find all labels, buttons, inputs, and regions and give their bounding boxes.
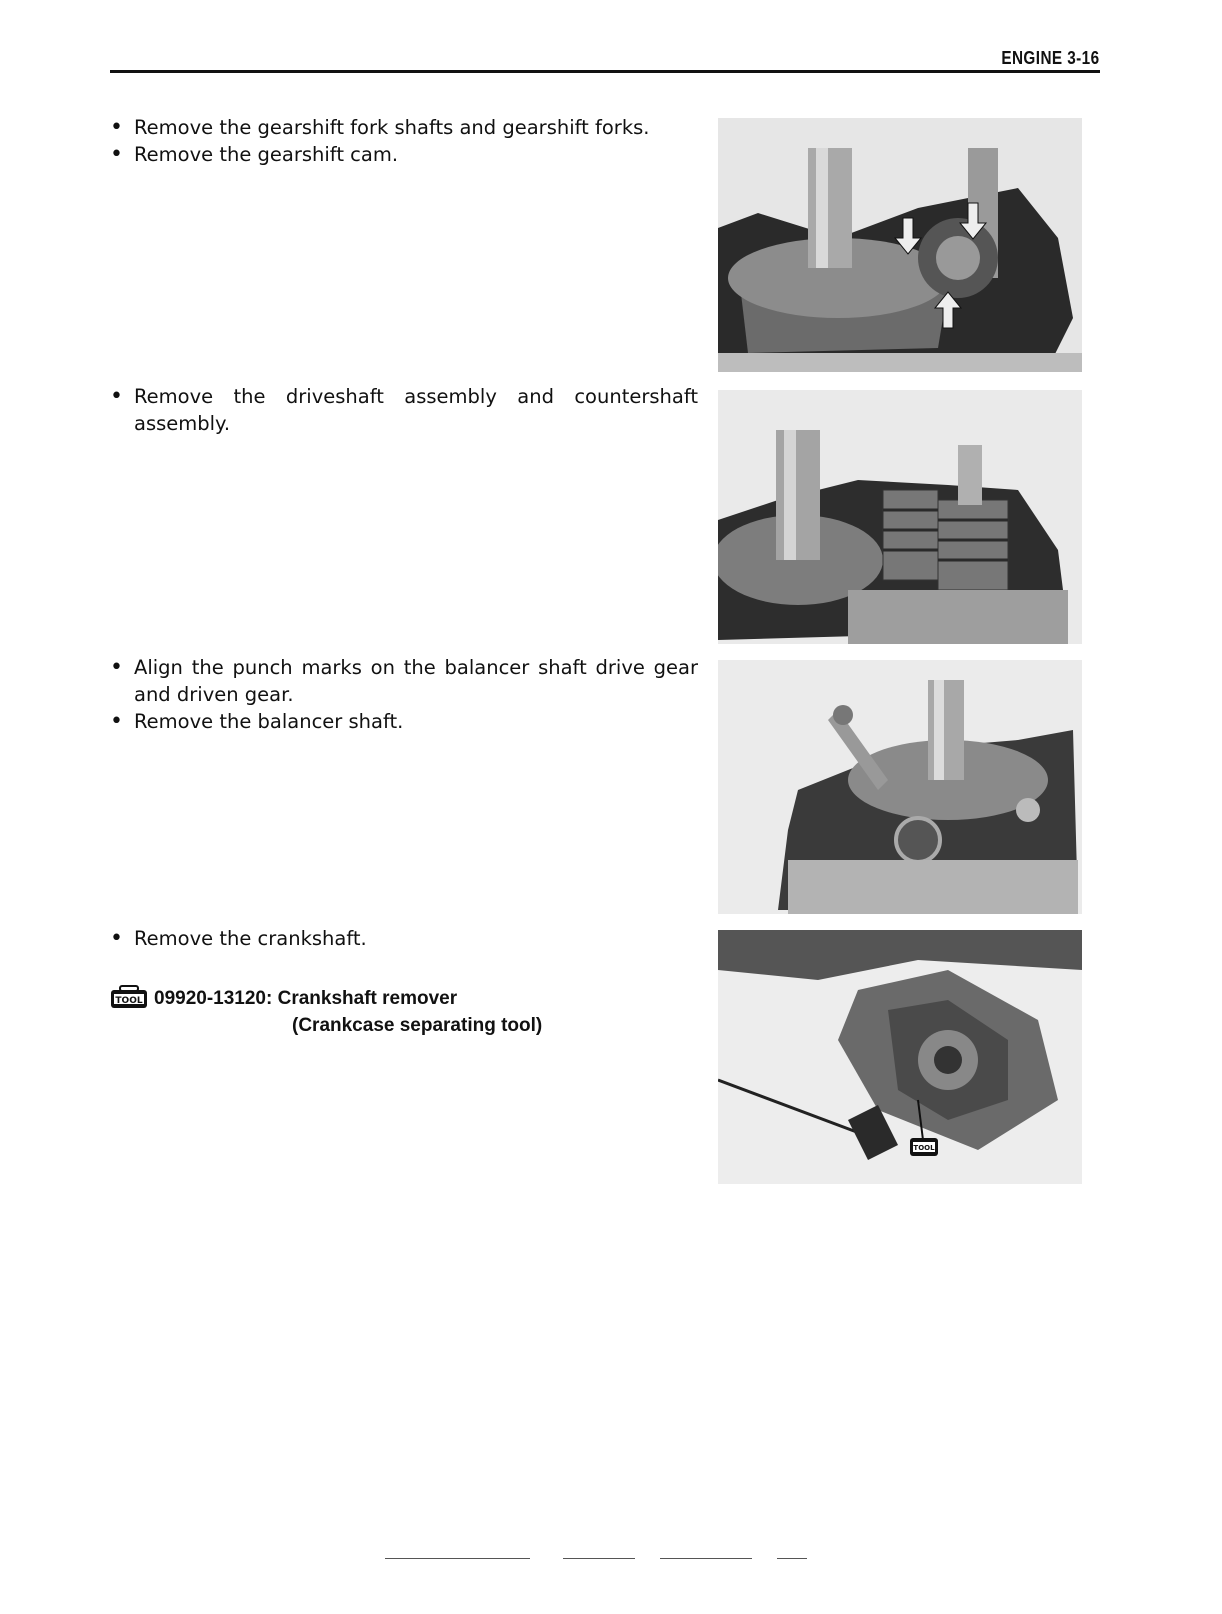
step-1-text-2: Remove the gearshift cam. xyxy=(134,143,399,166)
footer-artifact xyxy=(563,1558,635,1559)
tool-spec-line-2: (Crankcase separating tool) xyxy=(292,1015,543,1036)
step-3-bullet-1: • Align the punch marks on the balancer shaft drive gear and driven gear. xyxy=(110,655,698,706)
toolbox-icon xyxy=(910,1138,938,1156)
step-2-text-1: Remove the driveshaft assembly and countershaft assembly. xyxy=(134,385,698,435)
step-4-bullet-1: • Remove the crankshaft. xyxy=(110,926,367,951)
step-3 xyxy=(110,654,698,735)
step-2 xyxy=(110,383,698,437)
engine-balancer-photo xyxy=(718,660,1082,914)
engine-transmission-photo xyxy=(718,390,1082,644)
toolbox-icon-label: TOOL xyxy=(115,996,143,1006)
toolbox-icon xyxy=(110,985,148,1009)
step-2-bullet-1: • Remove the driveshaft assembly and countershaft assembly. xyxy=(110,384,698,435)
header-rule xyxy=(110,70,1100,73)
engine-gearshift-photo xyxy=(718,118,1082,372)
footer-artifact xyxy=(777,1558,807,1559)
page-header xyxy=(110,48,1100,72)
step-1 xyxy=(110,114,698,168)
step-4-text-1: Remove the crankshaft. xyxy=(134,927,367,950)
footer-artifact xyxy=(385,1558,530,1559)
step-1-bullet-1: • Remove the gearshift fork shafts and gearshift forks. xyxy=(110,115,650,140)
tool-spec-line-1: 09920-13120: Crankshaft remover xyxy=(154,988,458,1009)
step-1-text-1: Remove the gearshift fork shafts and gearshift forks. xyxy=(134,116,650,139)
engine-crankcase-tool-photo xyxy=(718,930,1082,1184)
step-1-bullet-2: • Remove the gearshift cam. xyxy=(110,142,399,167)
step-4 xyxy=(110,925,698,952)
footer-artifact xyxy=(660,1558,752,1559)
step-3-text-2: Remove the balancer shaft. xyxy=(134,710,404,733)
photo-tool-label: TOOL xyxy=(913,1144,935,1152)
page-header-title: ENGINE 3-16 xyxy=(1001,48,1100,68)
tool-spec xyxy=(110,985,457,1012)
step-3-text-1: Align the punch marks on the balancer shaft drive gear and driven gear. xyxy=(134,656,698,706)
step-3-bullet-2: • Remove the balancer shaft. xyxy=(110,709,404,734)
